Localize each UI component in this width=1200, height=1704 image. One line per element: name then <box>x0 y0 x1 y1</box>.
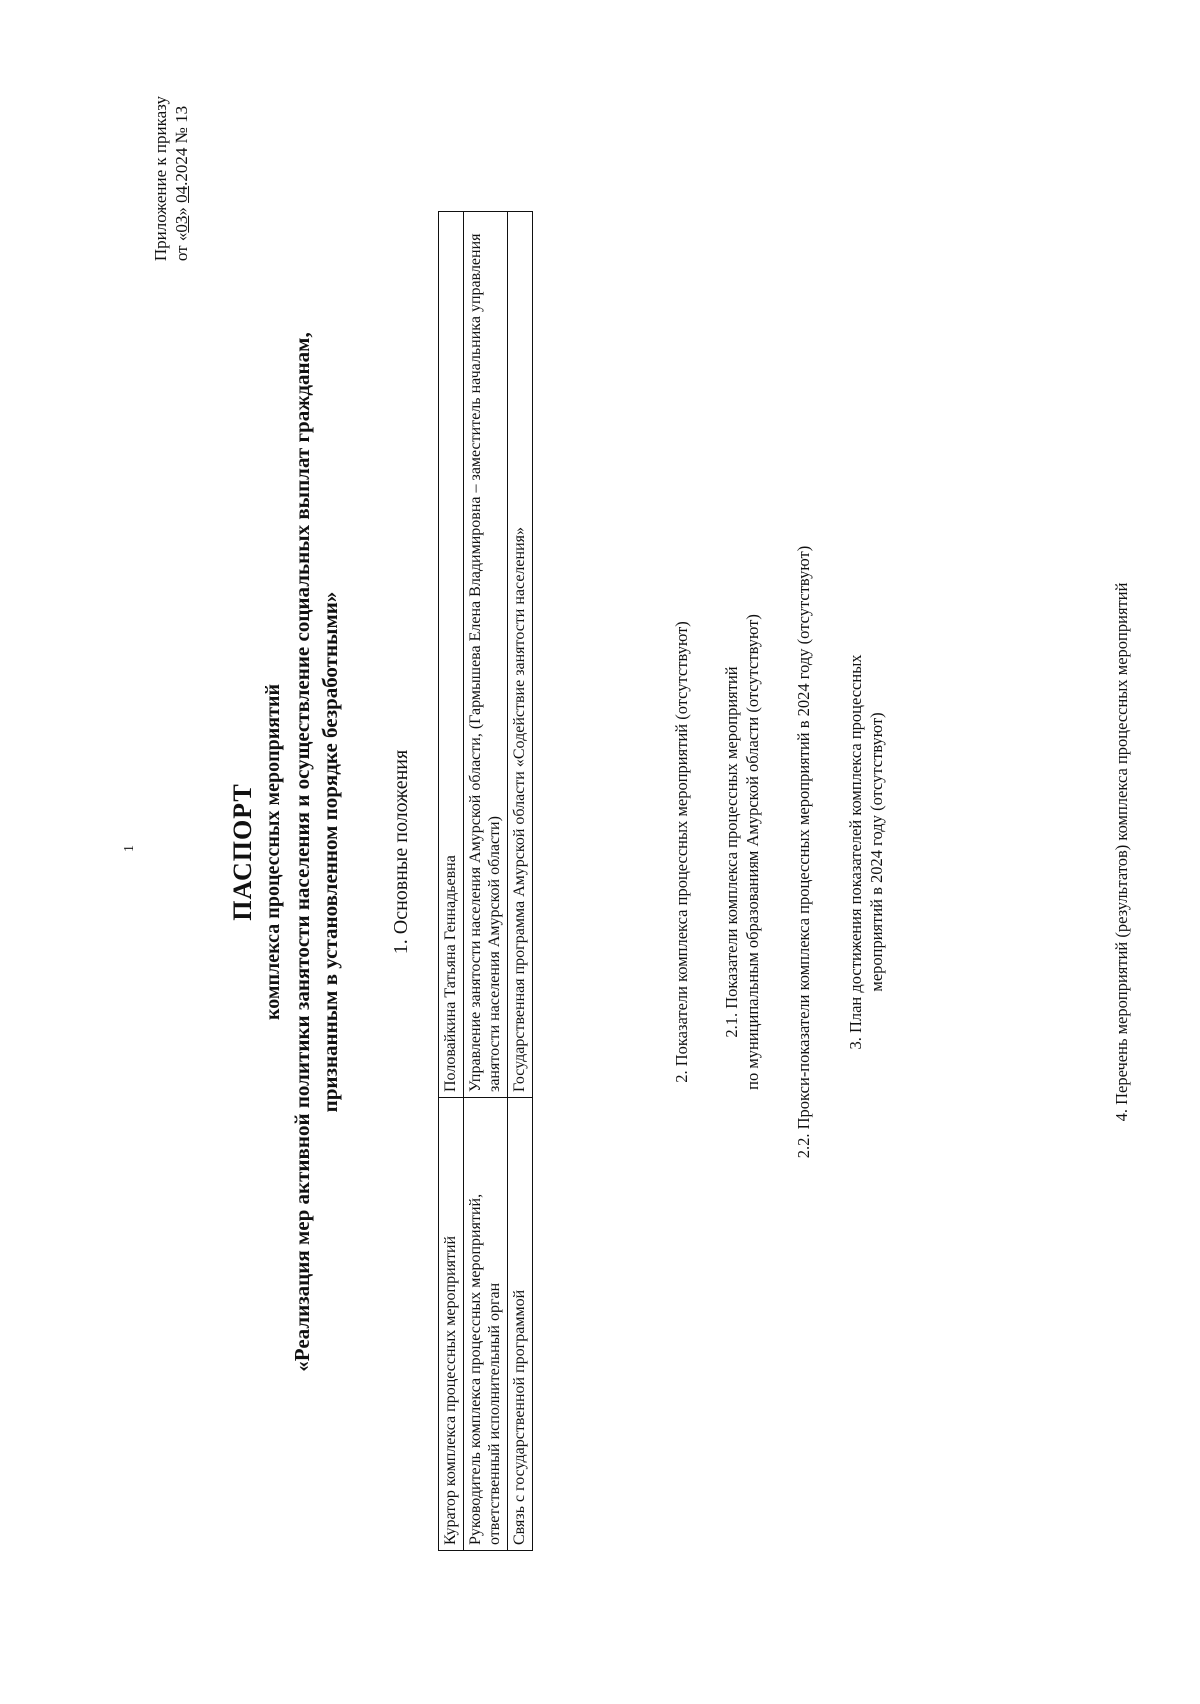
table-row <box>439 212 464 1551</box>
section-3-title-line-1: 3. План достижения показателей комплекса процессных <box>846 654 865 1050</box>
section-2-1-title-line-1: 2.1. Показатели комплекса процессных мероприятий <box>722 666 741 1038</box>
order-date-line <box>171 96 192 261</box>
table-cell-label: Связь с государственной программой <box>508 1098 533 1551</box>
section-2-title: 2. Показатели комплекса процессных мероприятий (отсутствуют) <box>672 621 691 1083</box>
appendix-note <box>150 96 192 261</box>
order-month: 04 <box>172 185 191 203</box>
section-1-title: 1. Основные положения <box>390 749 412 955</box>
complex-name-line-1: «Реализация мер активной политики занятости населения и осуществление социальных выплат гражданам, <box>290 332 314 1372</box>
table-cell-label: Руководитель комплекса процессных мероприятий, ответственный исполнительный орган <box>464 1098 508 1551</box>
order-date-separator: » <box>172 202 191 216</box>
order-date-prefix: от « <box>172 232 191 262</box>
section-4-title: 4. Перечень мероприятий (результатов) комплекса процессных мероприятий <box>1112 582 1131 1122</box>
complex-name-line-2: признанным в установленном порядке безработными» <box>318 591 342 1113</box>
document-subtitle: комплекса процессных мероприятий <box>262 684 284 1020</box>
table-cell-value: Государственная программа Амурской области «Содействие занятости населения» <box>508 212 533 1098</box>
appendix-line: Приложение к приказу <box>151 96 170 262</box>
table-cell-value: Половайкина Татьяна Геннадьевна <box>439 212 464 1098</box>
section-2-1-title-line-2: по муниципальным образованиям Амурской области (отсутствуют) <box>743 614 762 1090</box>
section-2-2-title: 2.2. Прокси-показатели комплекса процессных мероприятий в 2024 году (отсутствуют) <box>794 545 813 1159</box>
document-title: ПАСПОРТ <box>228 783 257 921</box>
table-cell-label: Куратор комплекса процессных мероприятий <box>439 1098 464 1551</box>
page-number: 1 <box>122 845 137 852</box>
table-row <box>464 212 508 1551</box>
table-cell-value: Управление занятости населения Амурской области, (Гармышева Елена Владимировна – заместитель начальника управления занятости населения Амурской области) <box>464 212 508 1098</box>
table-row <box>508 212 533 1551</box>
order-year-number: .2024 № 13 <box>172 105 191 186</box>
order-day: 03 <box>172 215 191 233</box>
basic-provisions-table <box>438 211 533 1551</box>
section-3-title-line-2: мероприятий в 2024 году (отсутствуют) <box>867 712 886 992</box>
